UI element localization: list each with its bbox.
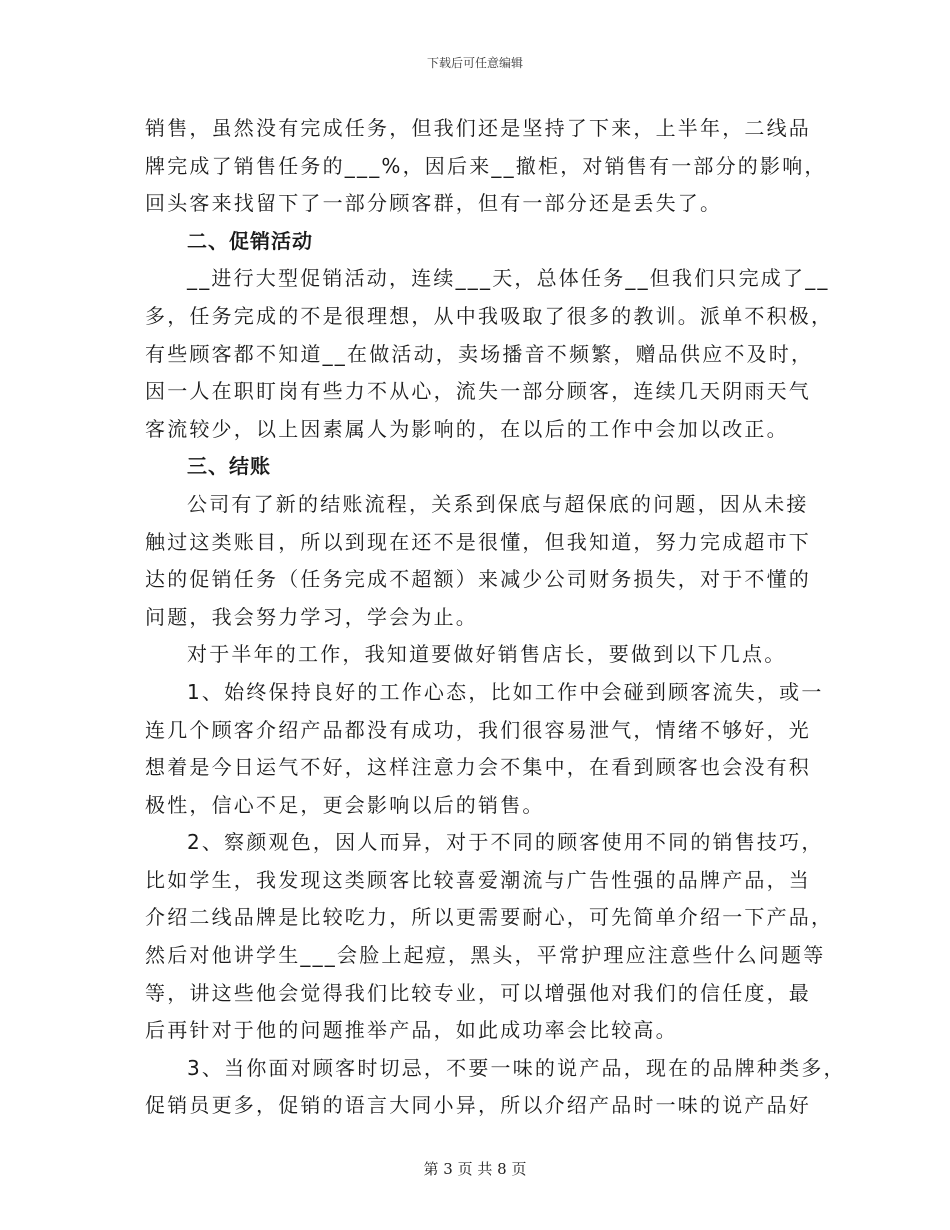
section-heading-checkout: 三、结账 (187, 454, 271, 479)
text-line: 销售，虽然没有完成任务，但我们还是坚持了下来，上半年，二线品 (145, 116, 811, 140)
text-line: 后再针对于他的问题推举产品，如此成功率会比较高。 (145, 1018, 678, 1043)
paragraph-start-line: 3、当你面对顾客时切忌，不要一味的说产品，现在的品牌种类多， (187, 1055, 846, 1080)
text-line: 比如学生，我发现这类顾客比较喜爱潮流与广告性强的品牌产品，当 (145, 867, 811, 892)
text-line: 连几个顾客介绍产品都没有成功，我们很容易泄气，情绪不够好，光 (145, 717, 811, 742)
paragraph-start-line: __进行大型促销活动，连续___天，总体任务__但我们只完成了__ (187, 266, 830, 291)
text-line: 客流较少，以上因素属人为影响的，在以后的工作中会加以改正。 (145, 416, 789, 441)
text-line: 介绍二线品牌是比较吃力，所以更需要耐心，可先简单介绍一下产品， (145, 905, 834, 930)
text-line: 达的促销任务（任务完成不超额）来减少公司财务损失，对于不懂的 (145, 567, 811, 592)
text-line: 极性，信心不足，更会影响以后的销售。 (145, 792, 545, 817)
text-line: 问题，我会努力学习，学会为止。 (145, 604, 478, 629)
paragraph-start-line: 2、察颜观色，因人而异，对于不同的顾客使用不同的销售技巧， (187, 830, 824, 855)
text-line: 有些顾客都不知道__在做活动，卖场播音不频繁，赠品供应不及时， (145, 341, 814, 366)
text-line: 回头客来找留下了一部分顾客群，但有一部分还是丢失了。 (145, 191, 723, 216)
page-header: 下载后可任意编辑 (426, 56, 523, 70)
paragraph-start-line: 对于半年的工作，我知道要做好销售店长，要做到以下几点。 (187, 642, 787, 667)
text-line: 多，任务完成的不是很理想，从中我吸取了很多的教训。派单不积极， (145, 303, 834, 328)
paragraph-start-line: 1、始终保持良好的工作心态，比如工作中会碰到顾客流失，或一 (187, 679, 824, 704)
section-heading-promotion: 二、促销活动 (187, 228, 313, 253)
text-line: 等，讲这些他会觉得我们比较专业，可以增强他对我们的信任度，最 (145, 980, 811, 1005)
text-line: 促销员更多，促销的语言大同小异，所以介绍产品时一味的说产品好 (145, 1093, 811, 1118)
text-line: 然后对他讲学生___会脸上起痘，黑头，平常护理应注意些什么问题等 (145, 943, 826, 968)
text-line: 因一人在职盯岗有些力不从心，流失一部分顾客，连续几天阴雨天气 (145, 379, 811, 404)
document-body (145, 110, 846, 1125)
text-line: 想着是今日运气不好，这样注意力会不集中，在看到顾客也会没有积 (145, 755, 811, 780)
paragraph-start-line: 公司有了新的结账流程，关系到保底与超保底的问题，因从未接 (187, 491, 809, 516)
page-footer: 第 3 页 共 8 页 (423, 1160, 527, 1178)
text-line: 触过这类账目，所以到现在还不是很懂，但我知道，努力完成超市下 (145, 529, 811, 554)
text-line: 牌完成了销售任务的___%，因后来__撤柜，对销售有一部分的影响， (145, 153, 827, 178)
